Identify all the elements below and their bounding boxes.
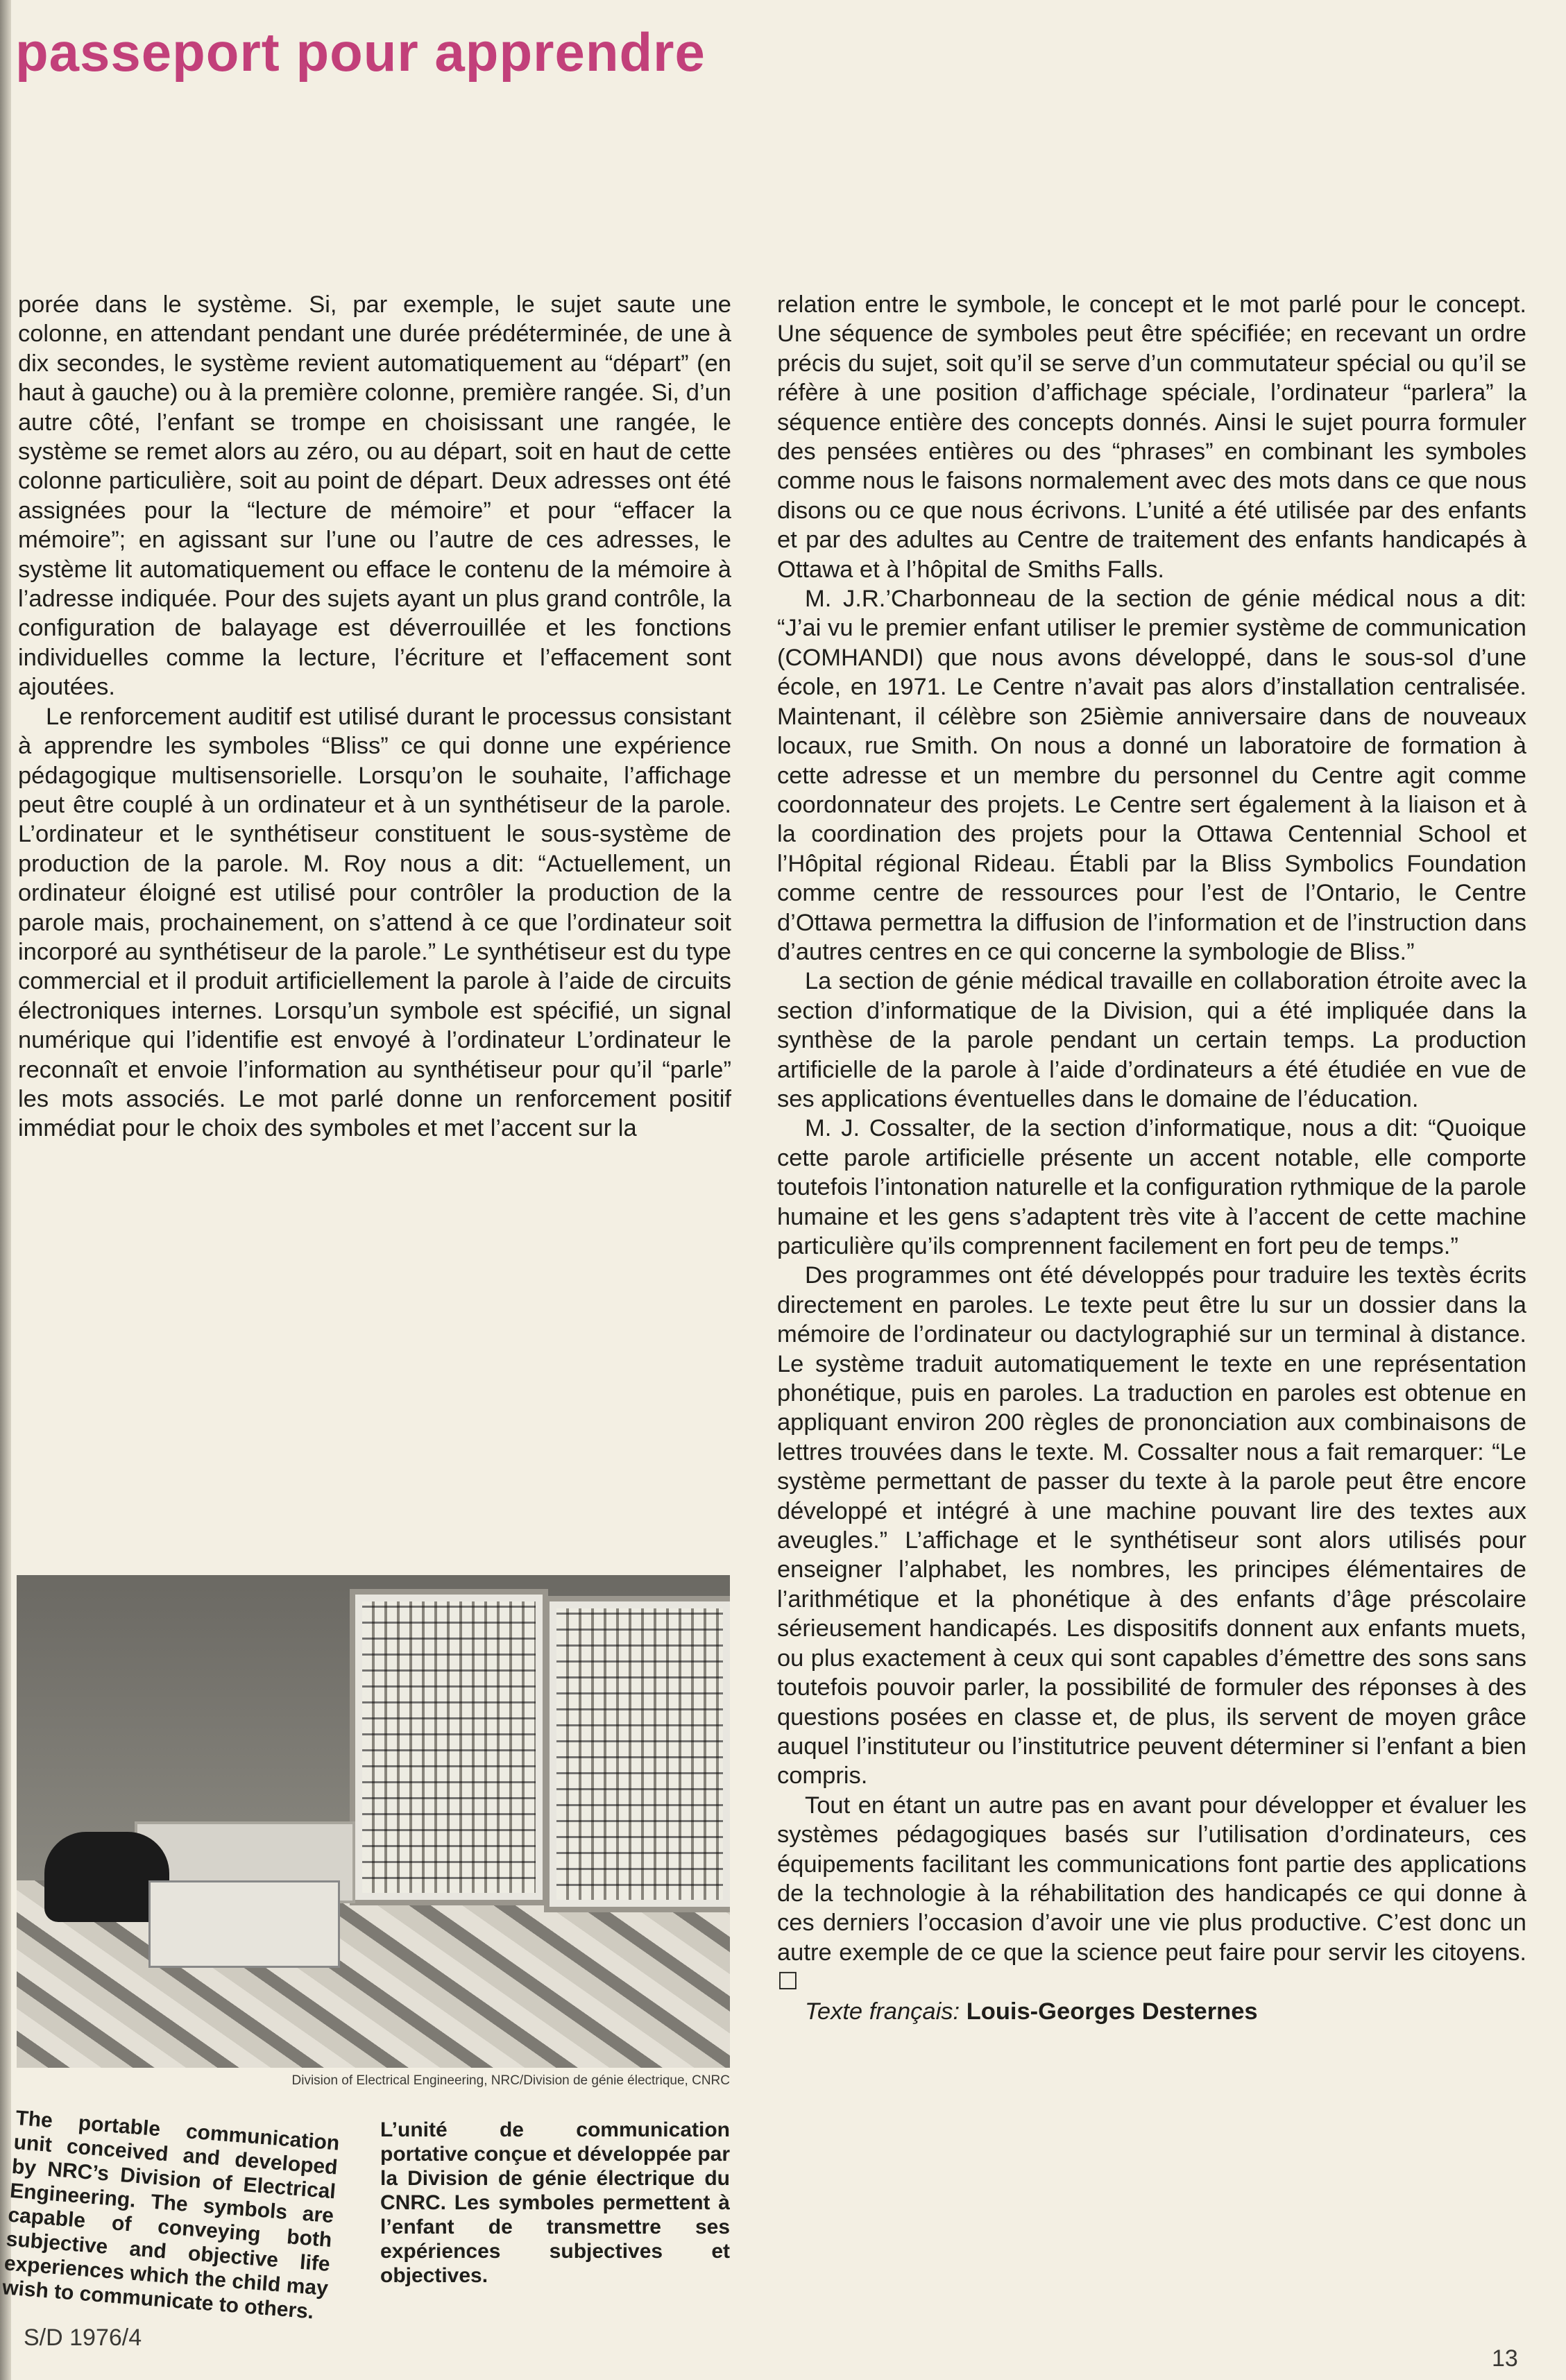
translator-signature [777,1997,1526,2026]
paragraph: Tout en étant un autre pas en avant pour développer et évaluer les systèmes pédagogiques basés sur l’utilisation d’ordinateurs, ces équipements facilitant les communications font partie des applications de la technologie à la réhabilitation des handicapés ce qui donne à ces derniers l’occasion d’avoir une vie plus productive. C’est donc un autre exemple de ce que la science peut faire pour servir les citoyens. ☐ [777,1792,1526,1996]
caption-french: L’unité de communication portative conçue et développée par la Division de génie électrique du CNRC. Les symboles permettent à l’enfant de transmettre ses expériences subjectives et objectives. [380,2118,730,2287]
page-title: passeport pour apprendre [15,22,706,83]
symbol-panel-right [544,1596,730,1912]
right-column [777,290,1526,2026]
paragraph: Des programmes ont été développés pour traduire les textès écrits directement en paroles. Le texte peut être lu sur un dossier dans la mémoire de l’ordinateur ou dactylographié sur un terminal à distance. Le système traduit automatiquement le texte en une représentation phonétique, puis en paroles. La traduction en paroles est obtenue en appliquant environ 200 règles de prononciation aux combinaisons de lettres trouvées dans le texte. M. Cossalter nous a fait remarquer: “Le système permettant de passer du texte à la parole peut être encore développé et intégré à une machine pouvant lire des textes aux aveugles.” L’affichage et le synthétiseur sont alors utilisés pour enseigner l’alphabet, les nombres, les principes élémentaires de l’arithmétique et la phonétique à des enfants d’âge préscolaire sérieusement handicapés. Les dispositifs donnent aux enfants muets, ou plus exactement à ceux qui sont capables d’émettre des sons sans toutefois pouvoir parler, la possibilité de formuler des réponses à des questions posées en classe et, de plus, ils servent de moyen grâce auquel l’instituteur ou l’institutrice peuvent déterminer si l’enfant a bien compris. [777,1262,1526,1790]
communication-unit-photo [17,1575,730,2068]
control-unit [148,1880,340,1968]
binding-edge [0,0,11,2380]
symbol-grid [362,1601,536,1893]
translator-name: Louis-Georges Desternes [966,1998,1258,2025]
paragraph: M. J. Cossalter, de la section d’informatique, nous a dit: “Quoique cette parole artificielle présente un accent notable, elle comporte toutefois l’intonation naturelle et la configuration rythmique de la parole humaine et les gens s’adaptent très vite à l’accent de cette machine particulière qu’ils comprennent facilement en fort peu de temps.” [777,1115,1526,1259]
paragraph: Le renforcement auditif est utilisé durant le processus consistant à apprendre les symboles “Bliss” ce qui donne une expérience pédagogique multisensorielle. Lorsqu’on le souhaite, l’affichage peut être couplé à un ordinateur et à un synthétiseur de la parole. L’ordinateur et le synthétiseur constituent le sous-système de production de la parole. M. Roy nous a dit: “Actuellement, un ordinateur éloigné est utilisé pour contrôler la production de la parole mais, prochainement, on s’attend à ce que l’ordinateur soit incorporé au synthétiseur de la parole.” Le synthétiseur est du type commercial et il produit artificiellement la parole à l’aide de circuits électroniques internes. Lorsqu’un symbole est spécifié, un signal numérique qui l’identifie est envoyé à l’ordinateur L’ordinateur le reconnaît et envoie l’information au synthétiseur pour qu’il “parle” les mots associés. Le mot parlé donne un renforcement positif immédiat pour le choix des symboles et met l’accent sur la [18,703,731,1142]
signature-label: Texte français: [805,1998,960,2025]
left-column [18,290,731,1144]
paragraph: porée dans le système. Si, par exemple, le sujet saute une colonne, en attendant pendant une durée prédéterminée, de une à dix secondes, le système revient automatiquement au “départ” (en haut à gauche) ou à la première colonne, première rangée. Si, d’un autre côté, l’enfant se trompe en choisissant une rangée, le système se remet alors au zéro, ou au départ, soit en haut de cette colonne particulière, soit au point de départ. Deux adresses ont été assignées pour la “lecture de mémoire” et pour “effacer la mémoire”; en agissant sur l’une ou l’autre de ces adresses, le système lit automatiquement ou efface le contenu de la mémoire à l’adresse indiquée. Pour des sujets ayant un plus grand contrôle, la configuration de balayage est déverrouillée et les fonctions individuelles comme la lecture, l’écriture et l’effacement sont ajoutées. [18,291,731,701]
paragraph: relation entre le symbole, le concept et le mot parlé pour le concept. Une séquence de symboles peut être spécifiée; en recevant un ordre précis du sujet, soit qu’il se serve d’un commutateur spécial ou qu’il se réfère à une position d’affichage spéciale, l’ordinateur “parlera” la séquence entière des concepts donnés. Ainsi le sujet pourra formuler des pensées entières ou des “phrases” en combinant les symboles comme nous le faisons normalement avec des mots dans ce que nous disons ou ce que nous écrivons. L’unité a été utilisée par des enfants et par des adultes au Centre de traitement des enfants handicapés à Ottawa et à l’hôpital de Smiths Falls. [777,291,1526,583]
issue-label: S/D 1976/4 [24,2324,142,2351]
photo-credit: Division of Electrical Engineering, NRC/Division de génie électrique, CNRC [291,2073,730,2088]
caption-english: The portable communication unit conceived and developed by NRC’s Division of Electrical Engineering. The symbols are capable of conveying both subjective and objective life experiences which the child may wish to communicate to others. [1,2106,341,2324]
symbol-grid [556,1608,723,1900]
symbol-panel-left [350,1589,548,1905]
paragraph: M. J.R.’Charbonneau de la section de génie médical nous a dit: “J’ai vu le premier enfant utiliser le premier système de communication (COMHANDI) que nous avons développé, dans le sous-sol d’une école, en 1971. Le Centre n’avait pas alors d’installation centralisée. Maintenant, il célèbre son 25ièmie anniversaire dans de nouveaux locaux, rue Smith. On nous a donné un laboratoire de formation à cette adresse et un membre du personnel du Centre agit comme coordonnateur des projets. Le Centre sert également à la liaison et à la coordination des projets pour la Ottawa Centennial School et l’Hôpital régional Rideau. Établi par la Bliss Symbolics Foundation comme centre de ressources pour l’est de l’Ontario, le Centre d’Ottawa permettra la diffusion de l’information et de l’instruction dans d’autres centres en ce qui concerne la symbologie de Bliss.” [777,586,1526,965]
page-number: 13 [1492,2345,1518,2372]
paragraph: La section de génie médical travaille en collaboration étroite avec la section d’informatique de la Division, qui a été impliquée dans la synthèse de la parole pendant un certain temps. La production artificielle de la parole à l’aide d’ordinateurs a été étudiée en vue de ses applications éventuelles dans le domaine de l’éducation. [777,968,1526,1112]
